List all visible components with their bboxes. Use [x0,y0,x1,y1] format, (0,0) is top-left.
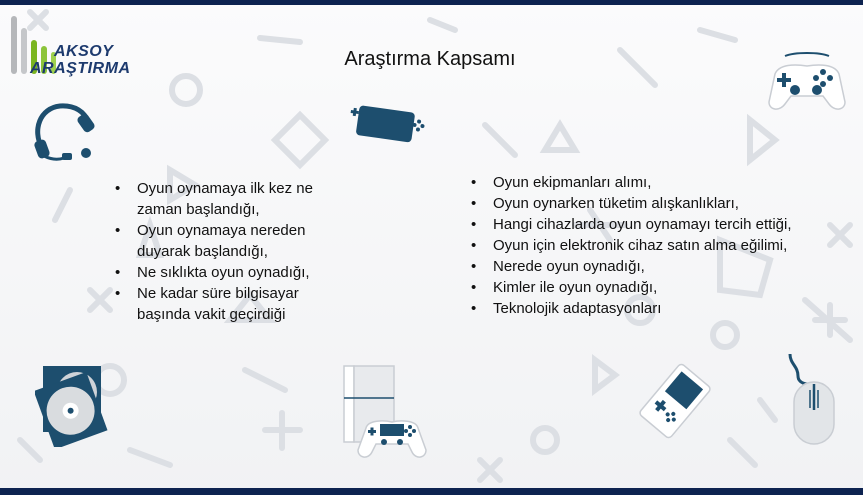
disc-case-icon [35,362,110,447]
list-item: • Hangi cihazlarda oyun oynamayı tercih ettiği, [469,214,829,235]
list-item: • Oyun oynamaya ilk kez ne zaman başlandığı, [113,178,338,220]
headset-icon [30,100,100,170]
gamepad-icon [765,52,850,117]
slide-title: Araştırma Kapsamı [344,48,516,70]
list-item: • Oyun için elektronik cihaz satın alma eğilimi, [469,235,829,256]
list-item: • Ne kadar süre bilgisayar başında vakit geçirdiği [113,283,338,325]
bottom-border [0,488,863,495]
left-bullet-list [113,178,338,325]
list-item: • Ne sıklıkta oyun oynadığı, [113,262,338,283]
list-item: • Oyun ekipmanları alımı, [469,172,829,193]
logo-text-aksoy: AKSOY [54,43,114,60]
list-item: • Kimler ile oyun oynadığı, [469,277,829,298]
gameboy-icon [635,362,715,440]
logo-text-arastirma: ARAŞTIRMA [30,60,131,77]
list-item: • Nerede oyun oynadığı, [469,256,829,277]
list-item: • Oyun oynarken tüketim alışkanlıkları, [469,193,829,214]
handheld-console-icon [345,103,427,151]
right-bullet-list [469,172,829,319]
mouse-icon [782,350,842,450]
list-item: • Oyun oynamaya nereden duyarak başlandığı, [113,220,338,262]
list-item: • Teknolojik adaptasyonları [469,298,829,319]
console-with-controller-icon [340,364,432,460]
